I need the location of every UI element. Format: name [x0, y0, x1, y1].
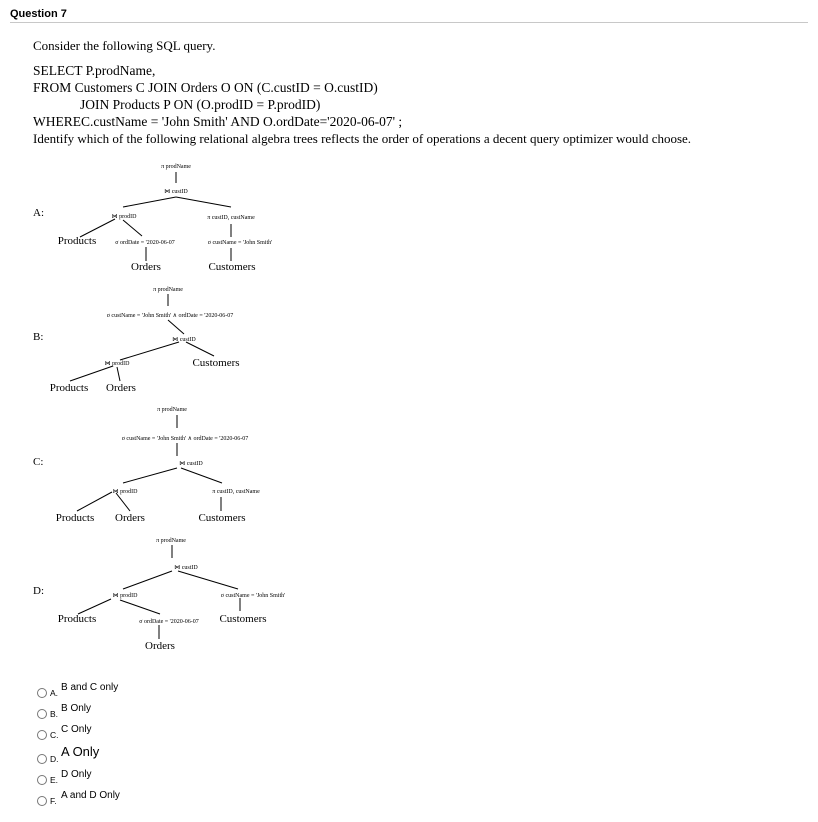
tree-a-projection-prodname: π prodName	[161, 164, 191, 170]
option-d-letter: D.	[50, 754, 59, 764]
question-title: Question 7	[10, 8, 67, 20]
tree-a-customers: Customers	[208, 261, 256, 273]
option-c-text: C Only	[61, 724, 92, 735]
option-c-radio[interactable]	[37, 730, 47, 740]
tree-c-projection-prodname: π prodName	[157, 407, 187, 413]
option-d-radio[interactable]	[37, 754, 47, 764]
question-intro: Consider the following SQL query.	[33, 38, 216, 53]
tree-d-select-orddate: σ ordDate = '2020-06-07	[139, 619, 199, 625]
tree-d-products: Products	[57, 613, 97, 625]
tree-c-projection-cust: π custID, custName	[212, 489, 260, 495]
option-a-text: B and C only	[61, 682, 119, 693]
option-e-radio[interactable]	[37, 775, 47, 785]
tree-a-products: Products	[57, 235, 97, 247]
option-f-radio[interactable]	[37, 796, 47, 806]
tree-d-customers: Customers	[219, 613, 267, 625]
tree-a-label: A:	[33, 207, 44, 219]
tree-b-join-custid: ⋈ custID	[172, 337, 196, 343]
sql-line-4: WHEREC.custName = 'John Smith' AND O.ordDate='2020-06-07' ;	[33, 114, 403, 129]
tree-b-products: Products	[49, 382, 89, 394]
tree-d-projection-prodname: π prodName	[156, 538, 186, 544]
tree-d-label: D:	[33, 585, 44, 597]
question-prompt: Identify which of the following relational algebra trees reflects the order of operations a decent query optimizer would choose.	[33, 131, 692, 146]
option-e-text: D Only	[61, 769, 92, 780]
tree-b-label: B:	[33, 331, 44, 343]
tree-a-select-orddate: σ ordDate = '2020-06-07	[115, 240, 175, 246]
sql-line-2: FROM Customers C JOIN Orders O ON (C.custID = O.custID)	[33, 80, 378, 95]
tree-b-orders: Orders	[106, 382, 136, 394]
tree-b-join-prodid: ⋈ prodID	[104, 361, 130, 367]
tree-a-projection-cust: π custID, custName	[207, 215, 255, 221]
option-b-letter: B.	[50, 709, 59, 719]
sql-line-3: JOIN Products P ON (O.prodID = P.prodID)	[80, 97, 321, 112]
sql-line-1: SELECT P.prodName,	[33, 63, 156, 78]
option-a-radio[interactable]	[37, 688, 47, 698]
tree-b-projection-prodname: π prodName	[153, 287, 183, 293]
option-b-radio[interactable]	[37, 709, 47, 719]
tree-c-label: C:	[33, 456, 44, 468]
option-f-text: A and D Only	[61, 790, 120, 801]
tree-a-select-custname: σ custName = 'John Smith'	[207, 240, 273, 246]
tree-d-join-custid: ⋈ custID	[174, 565, 198, 571]
tree-a-join-custid: ⋈ custID	[164, 189, 188, 195]
option-e-letter: E.	[50, 775, 59, 785]
tree-d-join-prodid: ⋈ prodID	[112, 593, 138, 599]
option-c-letter: C.	[50, 730, 59, 740]
tree-c-select-combined: σ custName = 'John Smith' ∧ ordDate = '2020-06-07	[121, 436, 249, 442]
tree-c-join-custid: ⋈ custID	[179, 461, 203, 467]
tree-c-join-prodid: ⋈ prodID	[112, 489, 138, 495]
tree-d-orders: Orders	[145, 640, 175, 652]
option-f-letter: F.	[50, 796, 57, 806]
tree-c-customers: Customers	[198, 512, 246, 524]
tree-b-select-combined: σ custName = 'John Smith' ∧ ordDate = '2020-06-07	[106, 313, 234, 319]
option-a-letter: A.	[50, 688, 59, 698]
tree-d-select-custname: σ custName = 'John Smith'	[220, 593, 286, 599]
option-b-text: B Only	[61, 703, 92, 714]
tree-c-orders: Orders	[115, 512, 145, 524]
tree-a-join-prodid: ⋈ prodID	[111, 214, 137, 220]
tree-a-orders: Orders	[131, 261, 161, 273]
tree-b-customers: Customers	[192, 357, 240, 369]
tree-c-products: Products	[55, 512, 95, 524]
option-d-text: A Only	[61, 744, 100, 759]
